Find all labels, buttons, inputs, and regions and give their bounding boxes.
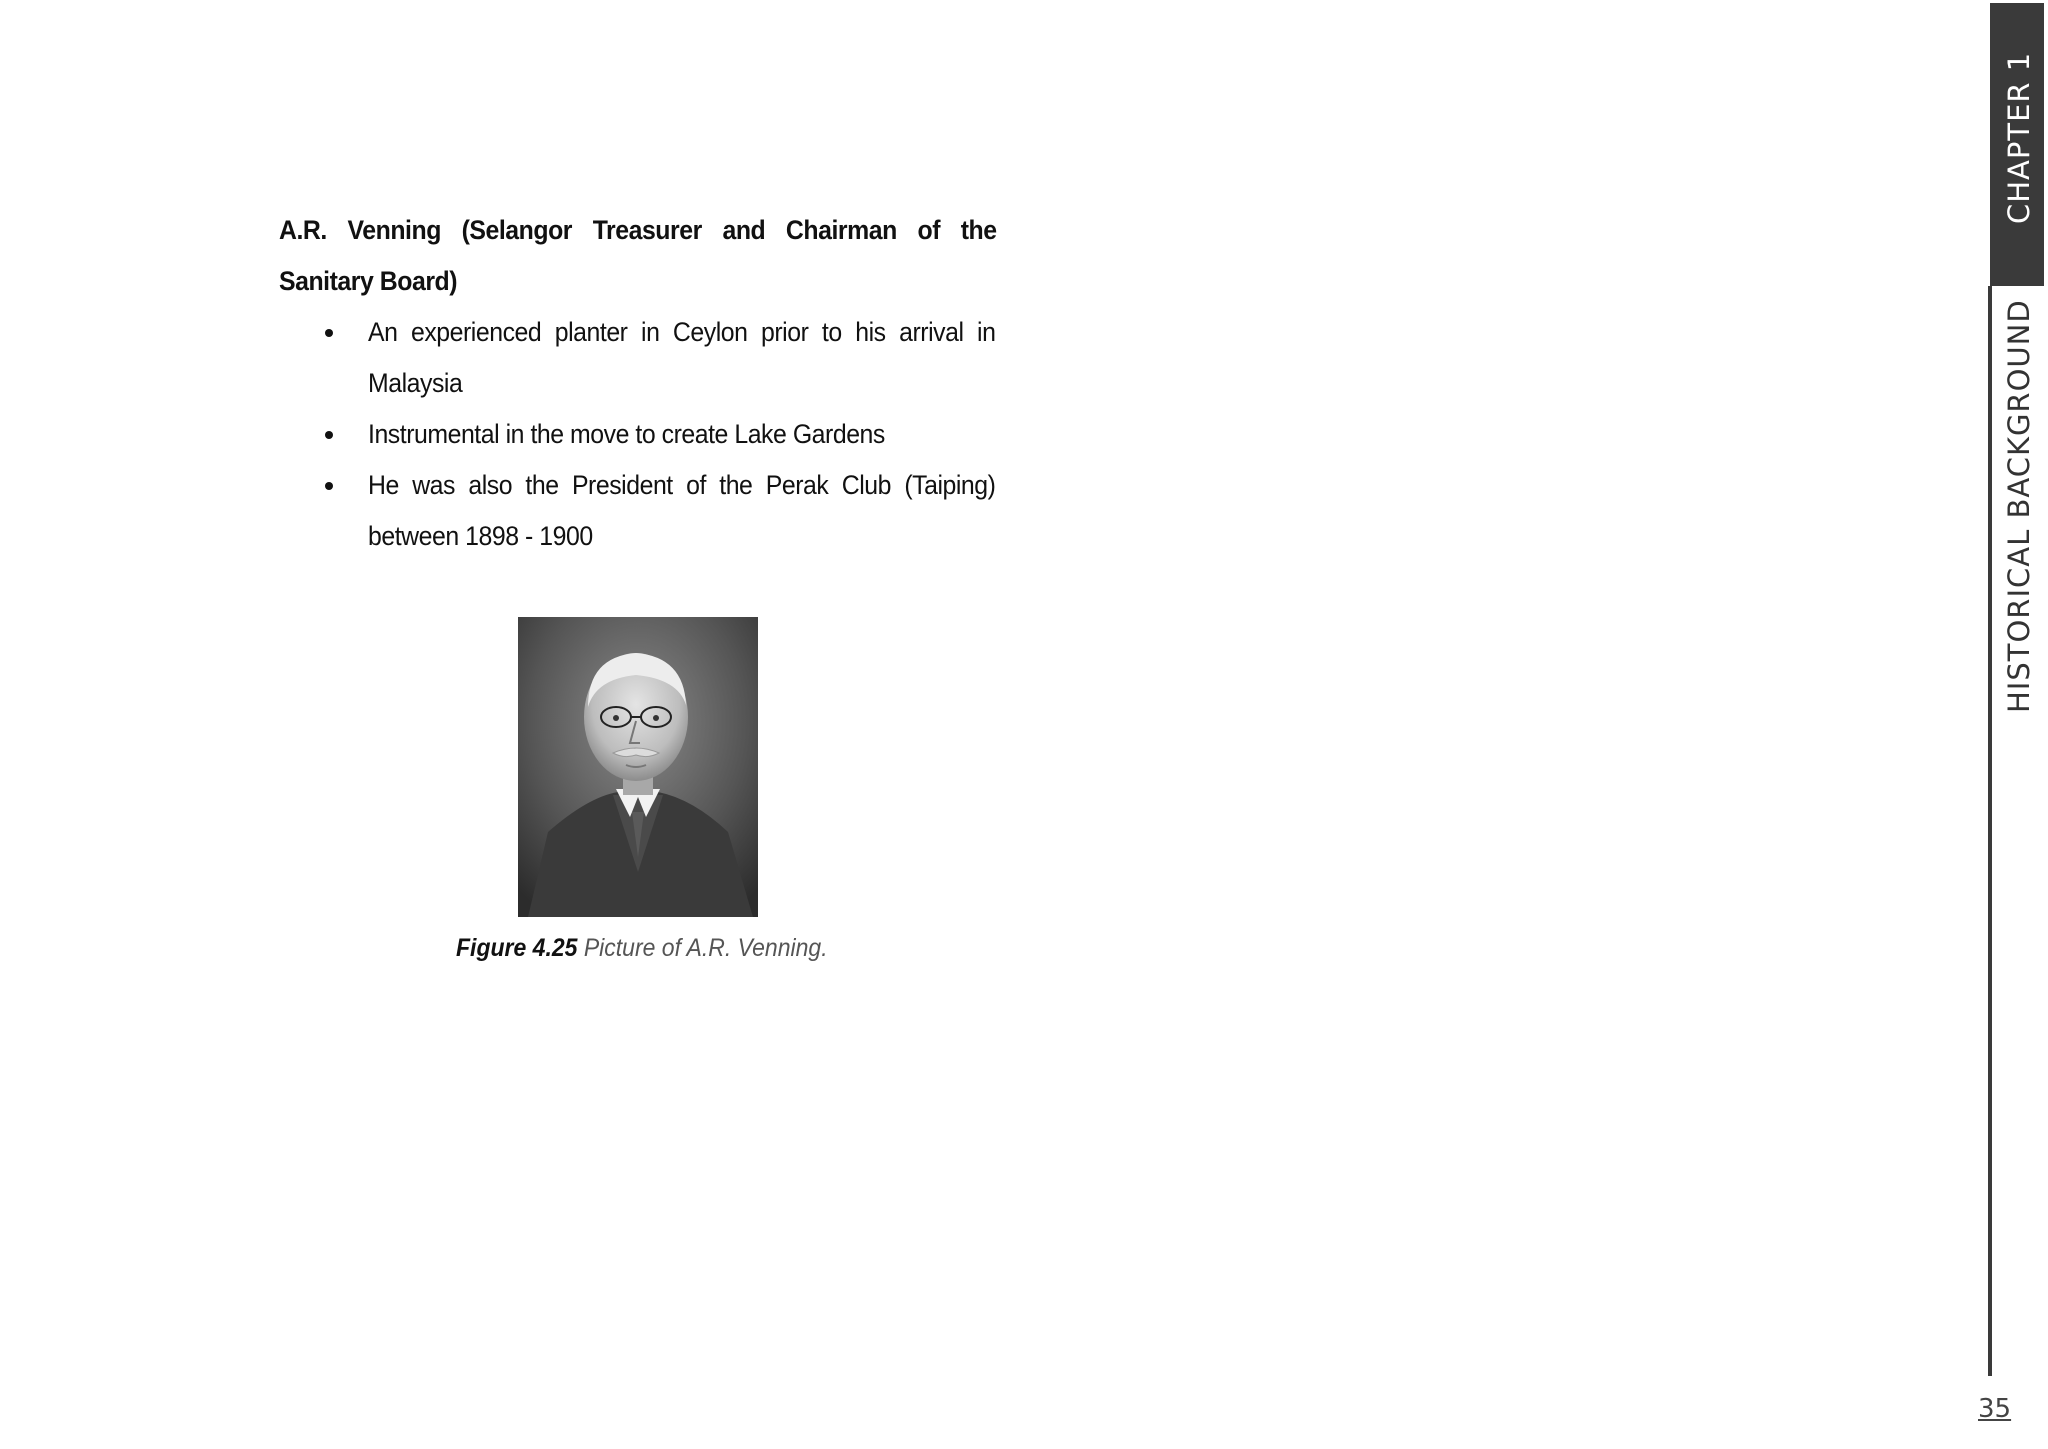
bullet-icon bbox=[325, 431, 333, 439]
bullet-list bbox=[279, 307, 996, 562]
list-item bbox=[279, 307, 996, 409]
list-item-text: He was also the President of the Perak Club (Taiping) between 1898 - 1900 bbox=[368, 470, 996, 551]
portrait-image bbox=[518, 617, 758, 917]
page-number: 35 bbox=[1978, 1394, 2012, 1424]
portrait-photo bbox=[518, 617, 758, 917]
bullet-icon bbox=[325, 329, 333, 337]
section-heading: A.R. Venning (Selangor Treasurer and Chairman of the Sanitary Board) bbox=[279, 215, 997, 296]
main-content bbox=[279, 205, 996, 562]
sidebar-divider bbox=[1988, 286, 1992, 1376]
figure-caption bbox=[456, 934, 828, 963]
figure-caption-text: Picture of A.R. Venning. bbox=[583, 934, 828, 962]
section-label: HISTORICAL BACKGROUND bbox=[2002, 299, 2036, 713]
figure-label: Figure 4.25 bbox=[456, 934, 578, 962]
list-item-text: An experienced planter in Ceylon prior to his arrival in Malaysia bbox=[368, 317, 996, 398]
list-item bbox=[279, 409, 996, 460]
chapter-label: CHAPTER 1 bbox=[2002, 51, 2036, 224]
list-item bbox=[279, 460, 996, 562]
list-item-text: Instrumental in the move to create Lake Gardens bbox=[368, 419, 885, 449]
bullet-icon bbox=[325, 482, 333, 490]
